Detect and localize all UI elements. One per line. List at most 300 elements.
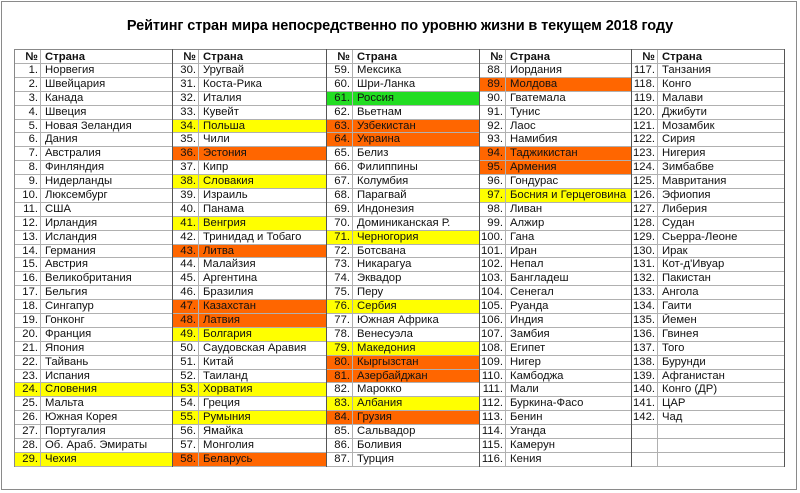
table-row (15, 147, 172, 161)
table-row (173, 300, 326, 314)
rank-number: 81. (327, 370, 353, 383)
country-name: Южная Африка (357, 314, 439, 327)
rank-number: 82. (327, 383, 353, 396)
country-name: Испания (45, 369, 90, 382)
table-row (15, 342, 172, 356)
table-row (632, 92, 784, 106)
country-name: Кения (510, 452, 542, 465)
rank-number: 113. (480, 411, 506, 424)
rank-number: 77. (327, 314, 353, 327)
rank-number: 11. (15, 203, 41, 216)
country-name: Филиппины (357, 161, 418, 174)
country-name: Македония (357, 341, 416, 354)
rank-number: 27. (15, 425, 41, 438)
rank-number: 139. (632, 370, 658, 383)
rank-number: 51. (173, 356, 199, 369)
rank-number: 117. (632, 64, 658, 77)
rank-number: 8. (15, 161, 41, 174)
rank-number: 129. (632, 231, 658, 244)
rank-number: 92. (480, 120, 506, 133)
rank-number: 5. (15, 120, 41, 133)
table-row (327, 286, 479, 300)
rank-number: 2. (15, 78, 41, 91)
rank-number: 55. (173, 411, 199, 424)
table-row (173, 161, 326, 175)
table-row (15, 383, 172, 397)
rank-number: 21. (15, 342, 41, 355)
rank-number: 12. (15, 217, 41, 230)
rank-number: 32. (173, 92, 199, 105)
table-row (632, 314, 784, 328)
country-name: Коста-Рика (203, 77, 262, 90)
country-name: Армения (510, 161, 557, 174)
header-country: Страна (45, 51, 85, 63)
table-row (480, 106, 631, 120)
country-name: Грузия (357, 411, 392, 424)
country-name: Иордания (510, 64, 562, 76)
rank-number: 54. (173, 397, 199, 410)
rank-number: 104. (480, 286, 506, 299)
rank-number: 135. (632, 314, 658, 327)
table-row (480, 328, 631, 342)
table-row (173, 272, 326, 286)
table-row (480, 161, 631, 175)
country-name: Таджикистан (510, 147, 578, 160)
table-row (632, 120, 784, 134)
rank-number: 107. (480, 328, 506, 341)
table-row (15, 258, 172, 272)
table-row (327, 383, 479, 397)
country-name: Ангола (662, 286, 699, 299)
table-row (327, 425, 479, 439)
table-row (15, 453, 172, 467)
country-name: Узбекистан (357, 119, 416, 132)
rank-number: 86. (327, 439, 353, 452)
table-row (480, 133, 631, 147)
country-name: Лаос (510, 119, 536, 132)
country-name: Йемен (662, 314, 697, 327)
table-row (327, 370, 479, 384)
table-row (632, 272, 784, 286)
header-num: № (632, 50, 658, 63)
table-row (327, 189, 479, 203)
table-row (480, 272, 631, 286)
table-row (173, 133, 326, 147)
rank-number: 10. (15, 189, 41, 202)
table-row (480, 397, 631, 411)
country-name: Замбия (510, 327, 550, 340)
rank-number: 4. (15, 106, 41, 119)
table-row (173, 356, 326, 370)
rank-number: 95. (480, 161, 506, 174)
table-row (480, 356, 631, 370)
rank-number: 90. (480, 92, 506, 105)
table-row (173, 286, 326, 300)
country-name: Таиланд (203, 369, 248, 382)
rank-number: 60. (327, 78, 353, 91)
rank-number: 56. (173, 425, 199, 438)
table-row (15, 231, 172, 245)
table-row (632, 328, 784, 342)
rank-number: 76. (327, 300, 353, 313)
country-name: ЦАР (662, 397, 686, 410)
country-name: Мексика (357, 64, 402, 76)
rank-number: 15. (15, 258, 41, 271)
empty-cell (658, 453, 784, 466)
table-row (173, 217, 326, 231)
country-name: Гвинея (662, 327, 699, 340)
country-name: Малайзия (203, 258, 256, 271)
country-name: Сальвадор (357, 425, 416, 438)
rank-number: 39. (173, 189, 199, 202)
table-row (173, 92, 326, 106)
rank-number: 93. (480, 133, 506, 146)
country-name: Ботсвана (357, 244, 406, 257)
table-column-2 (173, 49, 327, 467)
country-name: Сирия (662, 133, 696, 146)
table-row (173, 203, 326, 217)
rank-number: 133. (632, 286, 658, 299)
header-num: № (327, 50, 353, 63)
country-name: Тунис (510, 105, 541, 118)
table-row (480, 300, 631, 314)
country-name: Танзания (662, 64, 712, 76)
country-name: Индонезия (357, 202, 415, 215)
country-name: Боливия (357, 439, 402, 452)
table-row (632, 439, 784, 453)
rank-number: 98. (480, 203, 506, 216)
table-row (327, 78, 479, 92)
rank-number: 45. (173, 272, 199, 285)
rank-number: 62. (327, 106, 353, 119)
table-row (632, 453, 784, 467)
country-name: Нигерия (662, 147, 706, 160)
rank-number: 136. (632, 328, 658, 341)
rank-number: 121. (632, 120, 658, 133)
table-row (480, 231, 631, 245)
country-name: Великобритания (45, 272, 132, 285)
rank-number: 40. (173, 203, 199, 216)
rank-number: 23. (15, 370, 41, 383)
table-row (480, 439, 631, 453)
table-row (632, 411, 784, 425)
table-row (632, 189, 784, 203)
country-name: Афганистан (662, 369, 725, 382)
rank-number: 88. (480, 64, 506, 77)
table-row (173, 120, 326, 134)
country-name: Нидерланды (45, 175, 113, 188)
rank-number: 87. (327, 453, 353, 466)
country-name: Казахстан (203, 300, 256, 313)
country-name: Об. Араб. Эмираты (45, 439, 148, 452)
table-row (480, 245, 631, 259)
table-row (632, 78, 784, 92)
country-name: Босния и Герцеговина (510, 189, 627, 202)
rank-number: 127. (632, 203, 658, 216)
rank-number: 68. (327, 189, 353, 202)
rank-number: 35. (173, 133, 199, 146)
rank-number: 124. (632, 161, 658, 174)
country-name: Венгрия (203, 216, 246, 229)
rank-number: 42. (173, 231, 199, 244)
rank-number: 111. (480, 383, 506, 396)
country-name: Руанда (510, 300, 549, 313)
rank-number: 67. (327, 175, 353, 188)
table-row (173, 370, 326, 384)
table-row (15, 78, 172, 92)
country-name: Южная Корея (45, 411, 118, 424)
table-row (173, 383, 326, 397)
country-name: Пакистан (662, 272, 711, 285)
country-name: Парагвай (357, 189, 407, 202)
rank-number: 142. (632, 411, 658, 424)
rank-number: 58. (173, 453, 199, 466)
table-row (480, 189, 631, 203)
table-row (480, 411, 631, 425)
rank-number: 22. (15, 356, 41, 369)
table-row (173, 397, 326, 411)
table-row (173, 425, 326, 439)
rank-number: 125. (632, 175, 658, 188)
country-name: Хорватия (203, 383, 253, 396)
table-row (15, 245, 172, 259)
table-row (327, 245, 479, 259)
table-row (632, 64, 784, 78)
rank-number: 73. (327, 258, 353, 271)
rank-number: 20. (15, 328, 41, 341)
country-name: Канада (45, 91, 84, 104)
table-row (480, 258, 631, 272)
rank-number: 34. (173, 120, 199, 133)
rank-number: 75. (327, 286, 353, 299)
country-name: Италия (203, 91, 242, 104)
rank-number: 84. (327, 411, 353, 424)
country-name: Мозамбик (662, 119, 715, 132)
country-name: Алжир (510, 216, 545, 229)
table-row (327, 231, 479, 245)
table-row (15, 92, 172, 106)
rank-number: 44. (173, 258, 199, 271)
table-row (15, 133, 172, 147)
header-num: № (173, 50, 199, 63)
table-row (15, 314, 172, 328)
rank-number: 13. (15, 231, 41, 244)
table-row (173, 106, 326, 120)
rank-number: 118. (632, 78, 658, 91)
country-name: Аргентина (203, 272, 258, 285)
rank-number: 130. (632, 245, 658, 258)
country-name: Эстония (203, 147, 247, 160)
country-name: Бразилия (203, 286, 254, 299)
table-row (480, 286, 631, 300)
table-row (327, 175, 479, 189)
rank-number: 14. (15, 245, 41, 258)
country-name: Чад (662, 411, 683, 424)
country-name: Греция (203, 397, 240, 410)
table-row (632, 370, 784, 384)
table-row (327, 161, 479, 175)
table-row (632, 258, 784, 272)
country-name: Гондурас (510, 175, 559, 188)
rank-number: 128. (632, 217, 658, 230)
table-row (327, 120, 479, 134)
table-row (15, 425, 172, 439)
table-column-1 (14, 49, 173, 467)
rank-number: 52. (173, 370, 199, 383)
rank-number: 16. (15, 272, 41, 285)
country-name: Словения (45, 383, 97, 396)
table-row (480, 120, 631, 134)
table-row (15, 106, 172, 120)
table-row (632, 161, 784, 175)
country-name: Сьерра-Леоне (662, 230, 738, 243)
country-name: Германия (45, 244, 96, 257)
country-name: Литва (203, 244, 235, 257)
rank-number: 134. (632, 300, 658, 313)
empty-cell (632, 425, 658, 438)
table-row (15, 397, 172, 411)
table-row (173, 258, 326, 272)
table-row (632, 356, 784, 370)
rank-number: 116. (480, 453, 506, 466)
table-row (480, 342, 631, 356)
country-name: Албания (357, 397, 403, 410)
table-row (327, 356, 479, 370)
table-row (173, 147, 326, 161)
rank-number: 79. (327, 342, 353, 355)
rank-number: 57. (173, 439, 199, 452)
country-name: Бурунди (662, 355, 706, 368)
table-row (15, 203, 172, 217)
rank-number: 114. (480, 425, 506, 438)
country-name: Беларусь (203, 452, 253, 465)
rank-number: 112. (480, 397, 506, 410)
country-name: Колумбия (357, 175, 409, 188)
rank-number: 103. (480, 272, 506, 285)
country-name: Чили (203, 133, 230, 146)
country-name: Тринидад и Тобаго (203, 230, 302, 243)
country-name: Гана (510, 230, 535, 243)
table-row (480, 92, 631, 106)
rank-number: 46. (173, 286, 199, 299)
rank-number: 33. (173, 106, 199, 119)
country-name: Марокко (357, 383, 402, 396)
rank-number: 1. (15, 64, 41, 77)
table-row (327, 92, 479, 106)
header-num: № (15, 50, 41, 63)
table-row (15, 439, 172, 453)
rank-number: 72. (327, 245, 353, 258)
country-name: Шри-Ланка (357, 77, 416, 90)
country-name: Дания (45, 133, 78, 146)
rank-number: 29. (15, 453, 41, 466)
rank-number: 30. (173, 64, 199, 77)
country-name: Мавритания (662, 175, 727, 188)
table-row (632, 106, 784, 120)
country-name: Франция (45, 327, 92, 340)
rank-number: 96. (480, 175, 506, 188)
table-row (15, 161, 172, 175)
table-row (173, 411, 326, 425)
rank-number: 123. (632, 147, 658, 160)
country-name: Португалия (45, 425, 106, 438)
rank-number: 25. (15, 397, 41, 410)
table-row (632, 231, 784, 245)
country-name: Белиз (357, 147, 389, 160)
country-name: Монголия (203, 439, 254, 452)
country-name: Швеция (45, 105, 87, 118)
country-name: Ирландия (45, 216, 98, 229)
country-name: Сингапур (45, 300, 94, 313)
table-row (480, 217, 631, 231)
rank-number: 41. (173, 217, 199, 230)
country-name: Уругвай (203, 64, 245, 76)
table-row (15, 217, 172, 231)
table-row (327, 203, 479, 217)
table-row (327, 106, 479, 120)
rank-number: 43. (173, 245, 199, 258)
table-row (173, 64, 326, 78)
table-row (327, 411, 479, 425)
rank-number: 24. (15, 383, 41, 396)
country-name: Уганда (510, 425, 546, 438)
table-row (480, 314, 631, 328)
country-name: Финляндия (45, 161, 105, 174)
rank-number: 106. (480, 314, 506, 327)
country-name: Гаити (662, 300, 692, 313)
empty-cell (658, 439, 784, 452)
table-row (327, 300, 479, 314)
table-row (15, 356, 172, 370)
empty-cell (632, 453, 658, 466)
header-country: Страна (662, 51, 702, 63)
country-name: Польша (203, 119, 245, 132)
country-name: Кот-д'Ивуар (662, 258, 725, 271)
country-name: Сербия (357, 300, 397, 313)
table-row (15, 175, 172, 189)
country-name: Саудовская Аравия (203, 341, 307, 354)
country-name: Малави (662, 91, 704, 104)
country-name: Ливан (510, 202, 543, 215)
country-name: Тайвань (45, 355, 89, 368)
country-name: Зимбабве (662, 161, 714, 174)
country-name: Австралия (45, 147, 101, 160)
rank-number: 126. (632, 189, 658, 202)
table-row (15, 189, 172, 203)
rank-number: 85. (327, 425, 353, 438)
empty-cell (632, 439, 658, 452)
table-row (327, 272, 479, 286)
rank-number: 48. (173, 314, 199, 327)
rank-number: 26. (15, 411, 41, 424)
table-column-3 (327, 49, 480, 467)
table-row (15, 411, 172, 425)
country-name: Ямайка (203, 425, 243, 438)
country-name: Иран (510, 244, 537, 257)
country-name: Бангладеш (510, 272, 569, 285)
rank-number: 59. (327, 64, 353, 77)
table-row (632, 397, 784, 411)
table-row (632, 286, 784, 300)
table-row (173, 175, 326, 189)
rank-number: 97. (480, 189, 506, 202)
country-name: Либерия (662, 202, 708, 215)
table-row (327, 133, 479, 147)
rank-number: 137. (632, 342, 658, 355)
country-name: Гватемала (510, 91, 566, 104)
table-row (327, 258, 479, 272)
country-name: Буркина-Фасо (510, 397, 584, 410)
